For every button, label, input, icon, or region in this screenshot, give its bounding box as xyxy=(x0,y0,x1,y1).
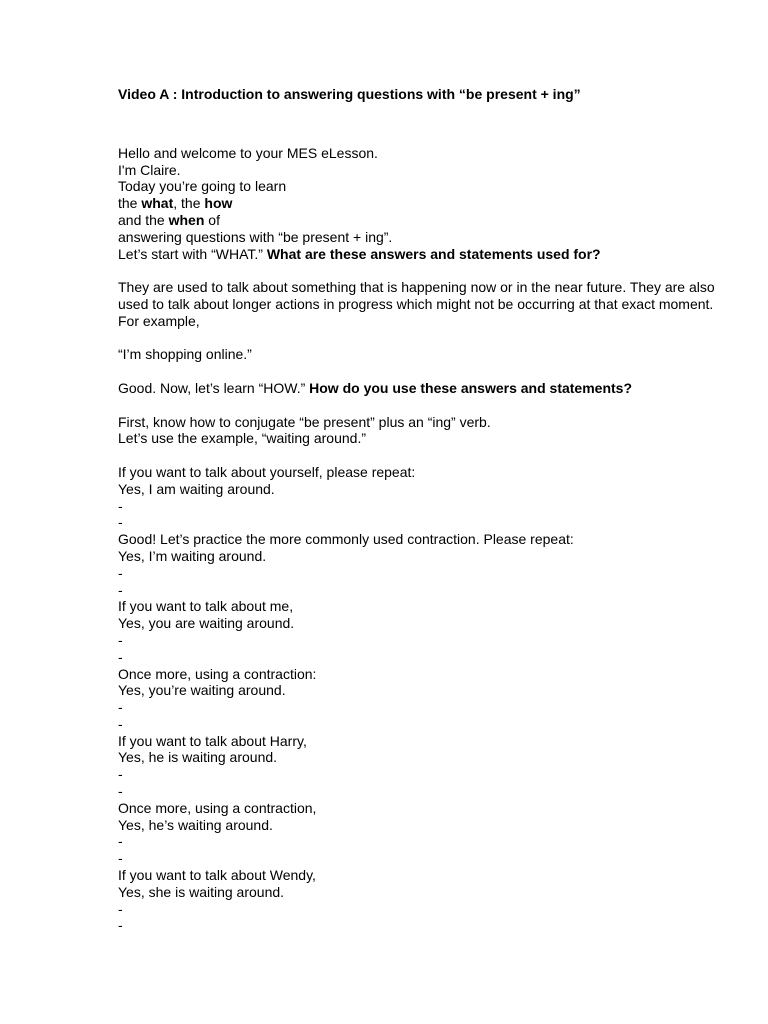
intro-learn: Today you’re going to learn xyxy=(118,178,287,195)
drill-answer: Yes, she is waiting around. xyxy=(118,883,285,900)
drill-item xyxy=(118,733,738,800)
drill-prompt: If you want to talk about yourself, please repeat: xyxy=(118,463,416,480)
bold-when: when xyxy=(168,211,205,228)
drill-item xyxy=(118,598,738,665)
drill-item xyxy=(118,531,738,598)
text-span: Good. Now, let’s learn “HOW.” xyxy=(118,379,310,396)
document-page xyxy=(118,86,738,934)
drill-item xyxy=(118,464,738,531)
bold-how: how xyxy=(204,195,233,212)
how-heading xyxy=(118,380,738,397)
drill-answer: Yes, I’m waiting around. xyxy=(118,547,267,564)
text-span: of xyxy=(204,211,220,228)
what-example: “I’m shopping online.” xyxy=(118,346,252,363)
drill-dash: - xyxy=(118,564,123,581)
drill-answer: Yes, you are waiting around. xyxy=(118,615,295,632)
drill-dash: - xyxy=(118,514,123,531)
drill-prompt: Once more, using a contraction: xyxy=(118,665,317,682)
what-question: What are these answers and statements used for? xyxy=(266,245,601,262)
spacer xyxy=(118,330,738,347)
spacer xyxy=(118,262,738,279)
text-span: the xyxy=(118,195,142,212)
drill-dash: - xyxy=(118,497,123,514)
how-example: Let’s use the example, “waiting around.” xyxy=(118,430,366,447)
text-span: , the xyxy=(173,195,205,212)
drill-dash: - xyxy=(118,766,123,783)
drill-dash: - xyxy=(118,850,123,867)
intro-start-what xyxy=(118,246,738,263)
drill-dash: - xyxy=(118,631,123,648)
drill-answer: Yes, he is waiting around. xyxy=(118,749,278,766)
what-paragraph: They are used to talk about something that is happening now or in the near future. They are also used to talk about longer actions in progress which might not be occurring at that exact moment. For example, xyxy=(118,279,715,329)
drill-item xyxy=(118,867,738,934)
drill-answer: Yes, he’s waiting around. xyxy=(118,816,273,833)
spacer xyxy=(118,363,738,380)
drill-prompt: Good! Let’s practice the more commonly used contraction. Please repeat: xyxy=(118,531,574,548)
intro-greeting: Hello and welcome to your MES eLesson. xyxy=(118,144,378,161)
drill-dash: - xyxy=(118,581,123,598)
intro-topic: answering questions with “be present + ing”. xyxy=(118,228,393,245)
drill-prompt: If you want to talk about Harry, xyxy=(118,732,307,749)
drill-answer: Yes, you’re waiting around. xyxy=(118,682,286,699)
drill-list xyxy=(118,464,738,934)
drill-answer: Yes, I am waiting around. xyxy=(118,480,275,497)
drill-dash: - xyxy=(118,715,123,732)
drill-item xyxy=(118,800,738,867)
drill-dash: - xyxy=(118,833,123,850)
intro-name: I'm Claire. xyxy=(118,161,181,178)
drill-prompt: If you want to talk about Wendy, xyxy=(118,867,316,884)
drill-dash: - xyxy=(118,699,123,716)
how-conjugate: First, know how to conjugate “be present” plus an “ing” verb. xyxy=(118,413,491,430)
drill-prompt: If you want to talk about me, xyxy=(118,598,294,615)
drill-prompt: Once more, using a contraction, xyxy=(118,799,317,816)
document-title: Video A : Introduction to answering questions with “be present + ing” xyxy=(118,86,581,102)
drill-dash: - xyxy=(118,917,123,934)
spacer xyxy=(118,397,738,414)
how-question: How do you use these answers and statements? xyxy=(309,379,633,396)
bold-what: what xyxy=(141,195,174,212)
text-span: Let’s start with “WHAT.” xyxy=(118,245,267,262)
intro-what-how xyxy=(118,195,738,212)
drill-dash: - xyxy=(118,648,123,665)
drill-item xyxy=(118,666,738,733)
text-span: and the xyxy=(118,211,169,228)
intro-when xyxy=(118,212,738,229)
drill-dash: - xyxy=(118,900,123,917)
drill-dash: - xyxy=(118,783,123,800)
spacer xyxy=(118,447,738,464)
